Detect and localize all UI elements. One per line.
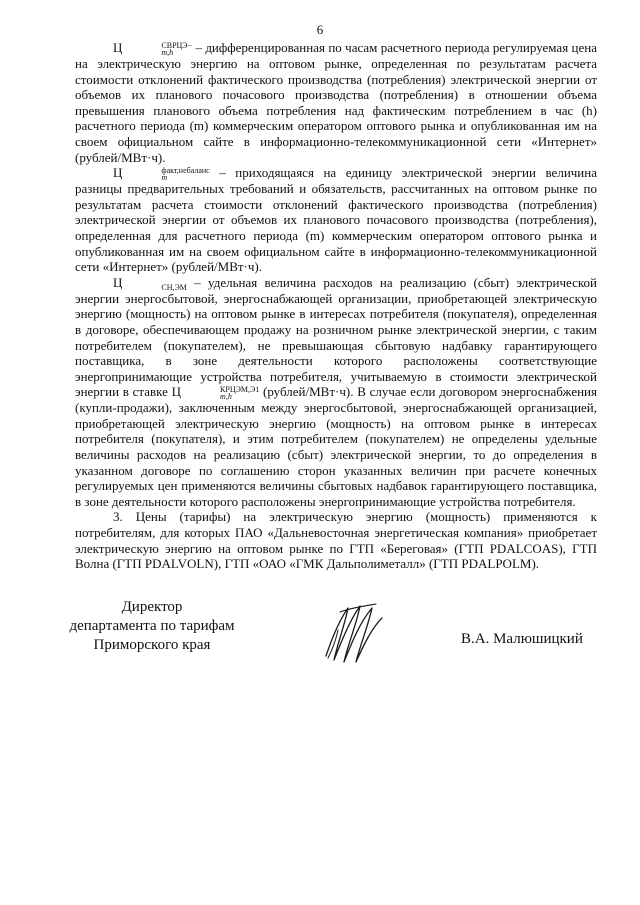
definition-paragraph-2 [75, 165, 597, 275]
definition-text: – дифференцированная по часам расчетного периода регулируемая цена на электрическую энергию на оптовом рынке, определенная по результатам расчета стоимости отклонений фактического производства (потребления) электрической энергии от объемов их планового почасового производства (потребления) в отношении объема превышения планового объема потребления над фактическим потреблением в час (h) расчетного периода (m) коммерческим оператором оптового рынка и опубликованная им на своем официальном сайте в информационно-телекоммуникационной сети «Интернет» (рублей/МВт·ч). [75, 40, 597, 165]
formula-symbol: Ц СВРЦЭ− m,h [113, 40, 193, 57]
formula-symbol: Ц факт,небаланс m [113, 165, 210, 183]
definition-paragraph-1 [75, 40, 597, 165]
clause-3-paragraph: 3. Цены (тарифы) на электрическую энергию (мощность) применяются к потребителям, для которых ПАО «Дальневосточная энергетическая компания» приобретает электрическую энергию на оптовом рынке по ГТП «Береговая» (ГТП PDALCOAS), ГТП Волна (ГТП PDALVOLN), ГТП «ОАО «ГМК Дальполиметалл» (ГТП PDALPOLM). [75, 509, 597, 572]
signatory-title-line-1: Директор [121, 599, 183, 615]
signatory-title-line-2: департамента по тарифам [69, 618, 235, 634]
signatory-title-line-3: Приморского края [93, 637, 211, 653]
signatory-title [62, 598, 242, 655]
signatory-name: В.А. Малюшицкий [461, 631, 583, 647]
formula-symbol: Ц СН,ЭМ [113, 274, 187, 292]
inline-formula-symbol: Ц КРЦЭМ,Э1 m,h [171, 384, 260, 402]
definition-text: – удельная величина расходов на реализацию (сбыт) электрической энергии энергосбытовой, энергоснабжающей организации, приобретающей электрическую энергию (мощность) на оптовом рынке в интересах потребителя (покупателя), определенная в договоре, обеспечивающем продажу на розничном рынке электрической энергии, с таким потребителем (покупателем), не превышающая сбытовую надбавку гарантирующего поставщика, в зоне деятельности которого расположены соответствующие энергопринимающие устройства потребителя, учитываемую в стоимости электрической энергии в ставке [75, 274, 597, 400]
definition-text-continued: (рублей/МВт·ч). В случае если договором энергоснабжения (купли-продажи), заключенным между энергосбытовой, энергоснабжающей организацией, приобретающей электрическую энергию (мощность) на оптовом рынке в интересах потребителя (покупателя), и этим потребителем (покупателем) не определены удельные величины расходов на реализацию (сбыт) электрической энергии, то до определения в указанном договоре по соглашению сторон указанных величин при расчете конечных регулируемых цен применяются величины сбытовых надбавок гарантирующего поставщика, в зоне деятельности которого расположены энергопринимающие устройства потребителя. [75, 384, 597, 509]
document-body [75, 40, 597, 572]
page-number: 6 [316, 22, 324, 37]
definition-text: – приходящаяся на единицу электрической энергии величина разницы предварительных требований и обязательств, рассчитанных на оптовом рынке по результатам расчета стоимости отклонений фактического производства (потребления) электрической энергии от объемов их планового почасового производства (потребления), определенная для расчетного периода (m) коммерческим оператором оптового рынка и опубликованная им на своем официальном сайте в информационно-телекоммуникационной сети «Интернет» (рублей/МВт·ч). [75, 165, 597, 275]
handwritten-signature [318, 600, 386, 666]
definition-paragraph-3 [75, 275, 597, 510]
